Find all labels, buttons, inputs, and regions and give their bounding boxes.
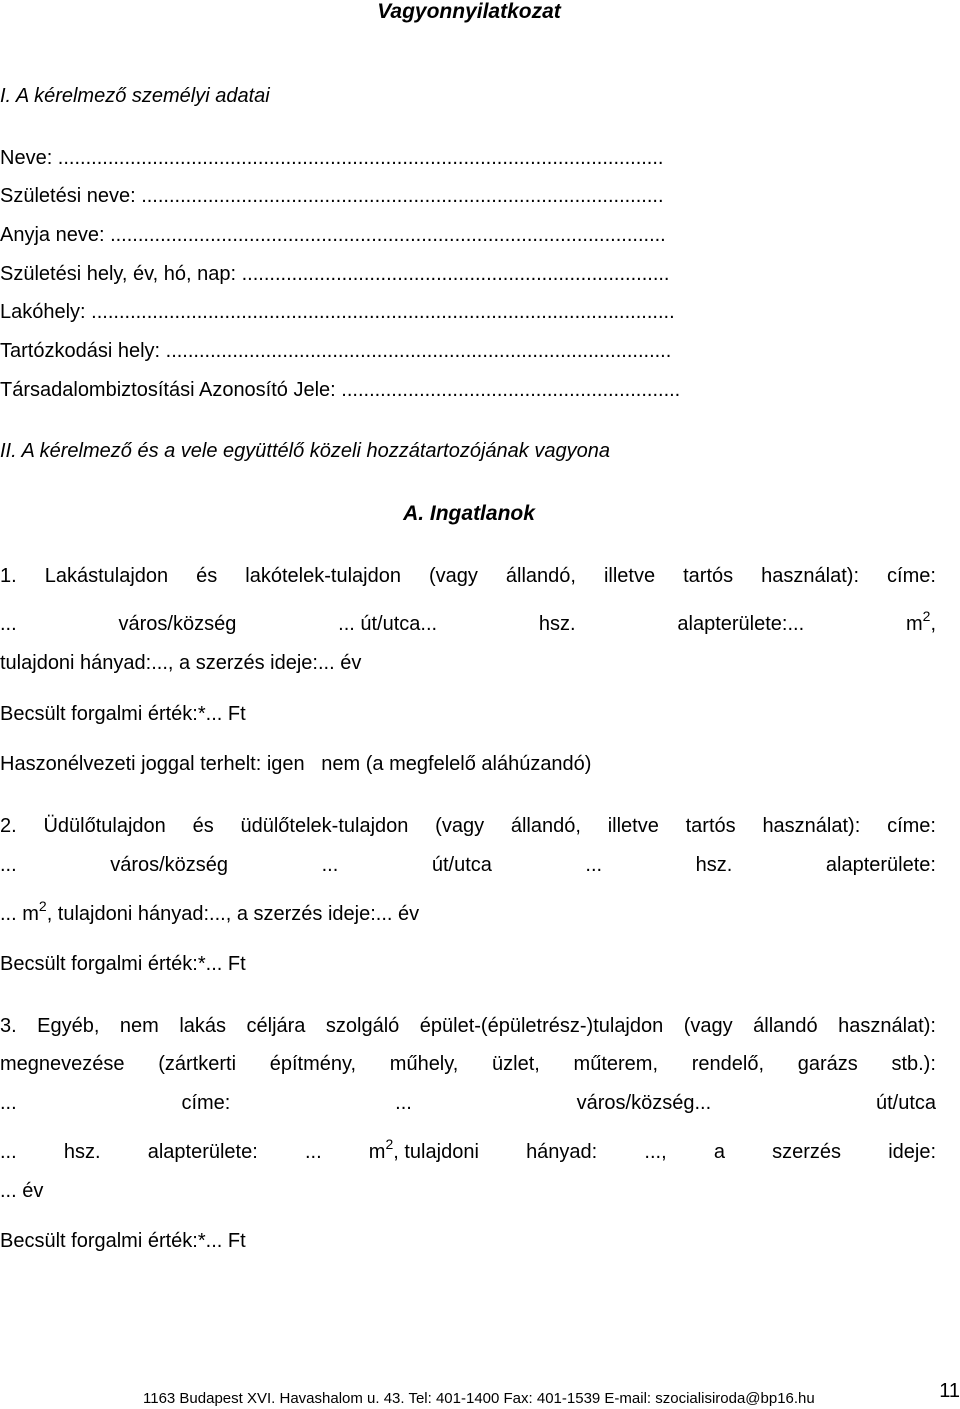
item-2-line-2: ... város/község ... út/utca ... hsz. alapterülete:	[0, 854, 936, 876]
item-2-line-1: 2. Üdülőtulajdon és üdülőtelek-tulajdon (vagy állandó, illetve tartós használat): címe:	[0, 815, 936, 837]
item-3-line-1: 3. Egyéb, nem lakás céljára szolgáló épület-(épületrész-)tulajdon (vagy állandó használat):	[0, 1015, 936, 1037]
item-2-value: Becsült forgalmi érték:*... Ft	[0, 953, 246, 975]
item-1-value: Becsült forgalmi érték:*... Ft	[0, 703, 246, 725]
item-1-line-2: ... város/község ... út/utca... hsz. alapterülete:... $m^2$,	[0, 608, 936, 635]
field-name: Neve: .............................................................................................................	[0, 147, 664, 169]
section-1-heading: I. A kérelmező személyi adatai	[0, 85, 270, 107]
field-mother-name: Anyja neve: ....................................................................................................	[0, 224, 666, 246]
field-residence: Lakóhely: .........................................................................................................	[0, 301, 675, 323]
item-3-value: Becsült forgalmi érték:*... Ft	[0, 1230, 246, 1252]
field-social-security-id: Társadalombiztosítási Azonosító Jele: .............................................................	[0, 379, 681, 401]
item-1-line-3: tulajdoni hányad:..., a szerzés ideje:... év	[0, 652, 362, 674]
item-3-line-2: megnevezése (zártkerti építmény, műhely, üzlet, műterem, rendelő, garázs stb.):	[0, 1053, 936, 1075]
field-stay-address: Tartózkodási hely: ...........................................................................................	[0, 340, 672, 362]
item-3-line-3: ... címe: ... város/község... út/utca	[0, 1092, 936, 1114]
field-birth-place-date: Születési hely, év, hó, nap: .............................................................................	[0, 263, 670, 285]
page-number: 11	[939, 1380, 960, 1402]
section-2-subheading: A. Ingatlanok	[403, 502, 535, 525]
field-birth-name: Születési neve: ..............................................................................................	[0, 185, 664, 207]
item-2-line-3: ... $m^2$, tulajdoni hányad:..., a szerzés ideje:... év	[0, 898, 420, 925]
item-3-line-5: ... év	[0, 1180, 44, 1202]
section-2-heading: II. A kérelmező és a vele együttélő közeli hozzátartozójának vagyona	[0, 440, 610, 462]
item-1-encumbered: Haszonélvezeti joggal terhelt: igen nem (a megfelelő aláhúzandó)	[0, 753, 592, 775]
document-title: Vagyonnyilatkozat	[377, 0, 561, 23]
item-1-line-1: 1. Lakástulajdon és lakótelek-tulajdon (vagy állandó, illetve tartós használat): címe:	[0, 565, 936, 587]
item-3-line-4: ... hsz. alapterülete: ... $m^2$, tulajdoni hányad: ..., a szerzés ideje:	[0, 1136, 936, 1163]
footer-address: 1163 Budapest XVI. Havashalom u. 43. Tel: 401-1400 Fax: 401-1539 E-mail: szocialisiroda@bp16.hu	[143, 1390, 815, 1407]
